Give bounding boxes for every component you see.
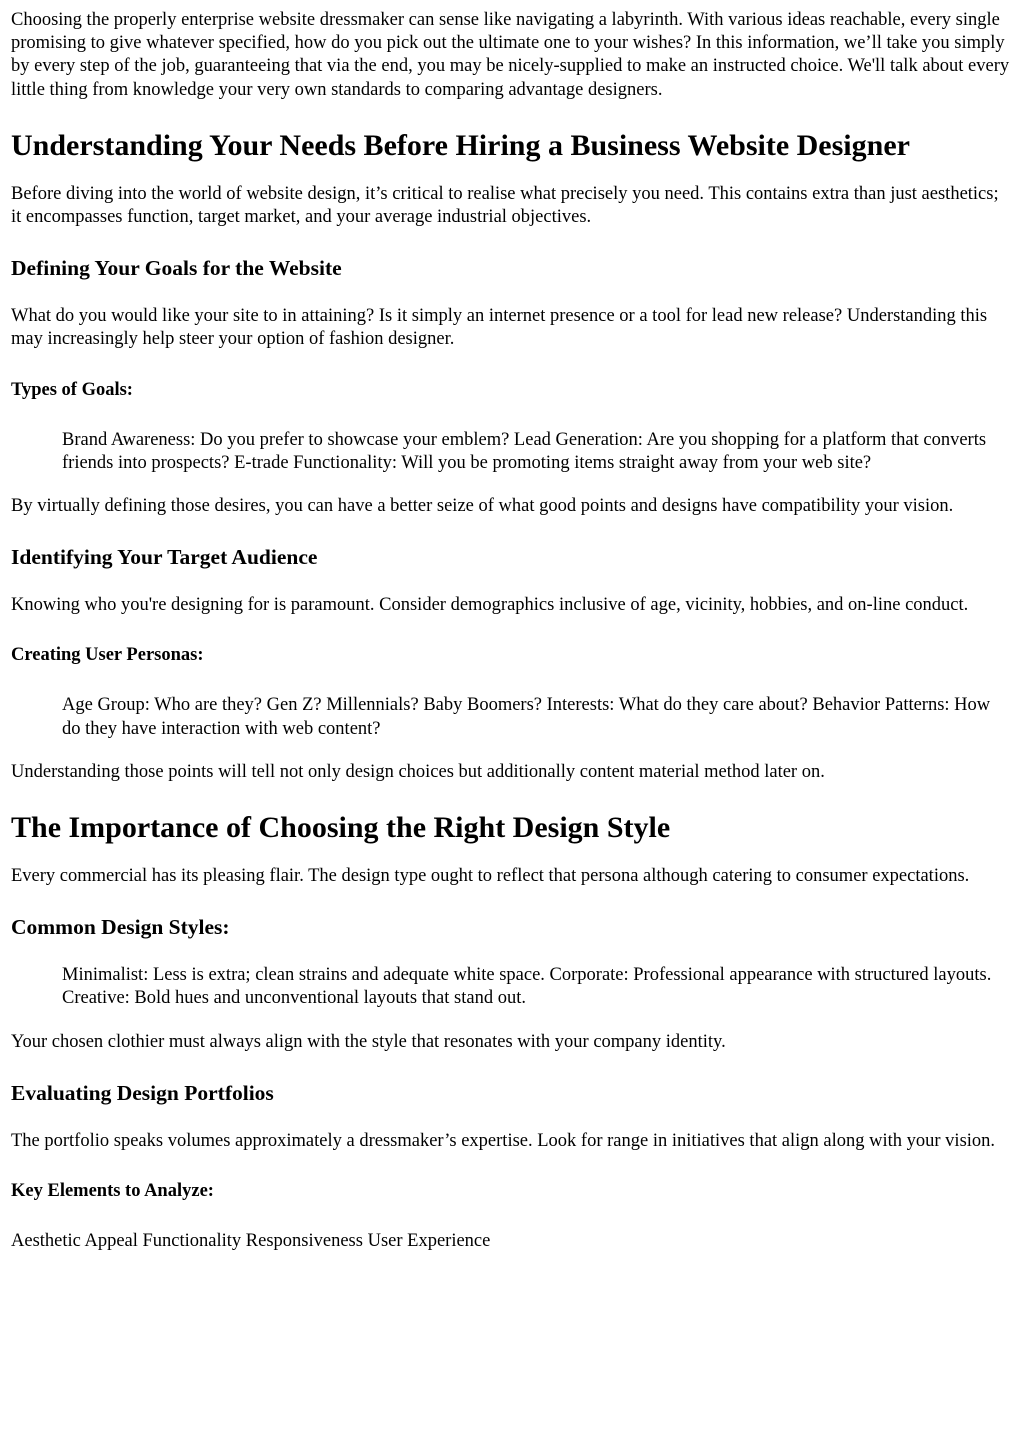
defining-goals-paragraph: What do you would like your site to in attaining? Is it simply an internet presence or a tool for lead new release? Understanding this may increasingly help steer your option of fashion designer. bbox=[11, 306, 988, 350]
heading-types-of-goals: Types of Goals: bbox=[11, 379, 133, 400]
key-elements-list: Aesthetic Appeal Functionality Responsiveness User Experience bbox=[11, 1231, 491, 1252]
heading-portfolios: Evaluating Design Portfolios bbox=[11, 1080, 274, 1105]
personas-blockquote: Age Group: Who are they? Gen Z? Millennials? Baby Boomers? Interests: What do they care about? Behavior Patterns: How do they have interaction with web content? bbox=[62, 695, 991, 739]
heading-key-elements: Key Elements to Analyze: bbox=[11, 1181, 214, 1202]
styles-blockquote: Minimalist: Less is extra; clean strains and adequate white space. Corporate: Professional appearance with structured layouts. Creative: Bold hues and unconventional layouts that stand out. bbox=[62, 965, 992, 1009]
goals-blockquote: Brand Awareness: Do you prefer to showcase your emblem? Lead Generation: Are you shopping for a platform that converts friends into prospects? E-trade Functionality: Will you be promoting items straight away from your web site? bbox=[62, 429, 987, 473]
target-audience-paragraph: Knowing who you're designing for is paramount. Consider demographics inclusive of age, vicinity, hobbies, and on-line conduct. bbox=[11, 595, 969, 616]
heading-common-styles: Common Design Styles: bbox=[11, 915, 230, 940]
heading-user-personas: Creating User Personas: bbox=[11, 645, 204, 666]
heading-defining-goals: Defining Your Goals for the Website bbox=[11, 256, 342, 281]
understanding-needs-paragraph: Before diving into the world of website design, it’s critical to realise what precisely you need. This contains extra than just aesthetics; it encompasses function, target market, and your average industrial objectives. bbox=[11, 183, 999, 228]
design-style-paragraph: Every commercial has its pleasing flair. The design type ought to reflect that persona although catering to consumer expectations. bbox=[11, 866, 970, 887]
heading-target-audience: Identifying Your Target Audience bbox=[11, 545, 318, 570]
styles-closing-paragraph: Your chosen clothier must always align with the style that resonates with your company identity. bbox=[11, 1031, 726, 1052]
heading-design-style: The Importance of Choosing the Right Design Style bbox=[11, 811, 671, 845]
goals-closing-paragraph: By virtually defining those desires, you can have a better seize of what good points and designs have compatibility your vision. bbox=[11, 496, 954, 517]
personas-closing-paragraph: Understanding those points will tell not only design choices but additionally content material method later on. bbox=[11, 761, 825, 782]
heading-understanding-needs: Understanding Your Needs Before Hiring a Business Website Designer bbox=[11, 128, 910, 162]
intro-paragraph: Choosing the properly enterprise website dressmaker can sense like navigating a labyrinth. With various ideas reachable, every single promising to give whatever specified, how do you pick out the ultimate one to your wishes? In this information, we’ll take you simply by every step of the job, guaranteeing that via the end, you may be nicely-supplied to make an instructed choice. We'll talk about every little thing from knowledge your very own standards to comparing advantage designers. bbox=[11, 10, 1010, 100]
portfolios-paragraph: The portfolio speaks volumes approximately a dressmaker’s expertise. Look for range in initiatives that align along with your vision. bbox=[11, 1130, 996, 1151]
